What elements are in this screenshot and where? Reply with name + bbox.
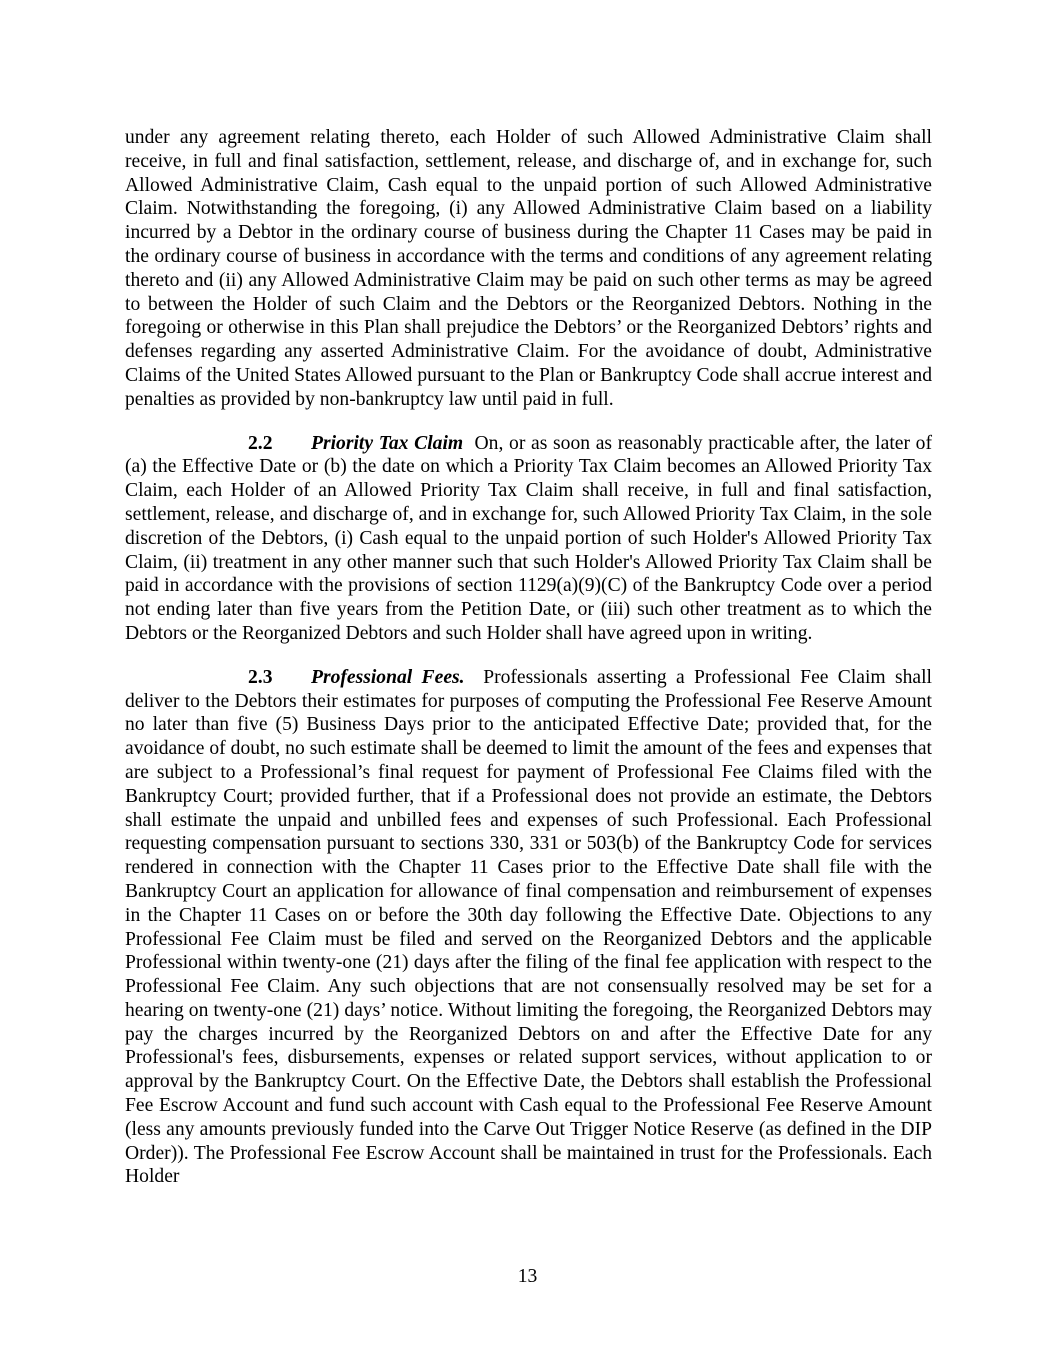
section-2-3-number: 2.3 (248, 666, 273, 688)
section-2-2-title: Priority Tax Claim (311, 432, 464, 454)
section-2-2-body: On, or as soon as reasonably practicable after, the later of (a) the Effective Date or (b) the date on which a Priority Tax Claim becomes an Allowed Priority Tax Claim, each Holder of an Allowed Priority Tax Claim shall receive, in full and final satisfaction, settlement, release, and discharge of, and in exchange for, such Allowed Priority Tax Claim, in the sole discretion of the Debtors, (i) Cash equal to the unpaid portion of such Holder's Allowed Priority Tax Claim, (ii) treatment in any other manner such that such Holder's Allowed Priority Tax Claim shall be paid in accordance with the provisions of section 1129(a)(9)(C) of the Bankruptcy Code over a period not ending later than five years from the Petition Date, or (iii) such other treatment as to which the Debtors or the Reorganized Debtors and such Holder shall have agreed upon in writing. (125, 432, 932, 644)
section-2-3-paragraph (125, 666, 932, 1190)
page-number: 13 (517, 1266, 538, 1287)
paragraph-administrative-claims-continuation: under any agreement relating thereto, each Holder of such Allowed Administrative Claim shall receive, in full and final satisfaction, settlement, release, and discharge of, and in exchange for, such Allowed Administrative Claim, Cash equal to the unpaid portion of such Allowed Administrative Claim. Notwithstanding the foregoing, (i) any Allowed Administrative Claim based on a liability incurred by a Debtor in the ordinary course of business during the Chapter 11 Cases may be paid in the ordinary course of business in accordance with the terms and conditions of any agreement relating thereto and (ii) any Allowed Administrative Claim may be paid on such other terms as may be agreed to between the Holder of such Claim and the Debtors or the Reorganized Debtors. Nothing in the foregoing or otherwise in this Plan shall prejudice the Debtors’ or the Reorganized Debtors’ rights and defenses regarding any asserted Administrative Claim. For the avoidance of doubt, Administrative Claims of the United States Allowed pursuant to the Plan or Bankruptcy Code shall accrue interest and penalties as provided by non-bankruptcy law until paid in full. (125, 127, 932, 410)
section-2-3-body: Professionals asserting a Professional Fee Claim shall deliver to the Debtors their estimates for purposes of computing the Professional Fee Reserve Amount no later than five (5) Business Days prior to the anticipated Effective Date; provided that, for the avoidance of doubt, no such estimate shall be deemed to limit the amount of the fees and expenses that are subject to a Professional’s final request for payment of Professional Fee Claims filed with the Bankruptcy Court; provided further, that if a Professional does not provide an estimate, the Debtors shall estimate the unpaid and unbilled fees and expenses of such Professional. Each Professional requesting compensation pursuant to sections 330, 331 or 503(b) of the Bankruptcy Code for services rendered in connection with the Chapter 11 Cases prior to the Effective Date shall file with the Bankruptcy Court an application for allowance of final compensation and reimbursement of expenses in the Chapter 11 Cases on or before the 30th day following the Effective Date. Objections to any Professional Fee Claim must be filed and served on the Reorganized Debtors and the applicable Professional within twenty-one (21) days after the filing of the final fee application with respect to the Professional Fee Claim. Any such objections that are not consensually resolved may be set for a hearing on twenty-one (21) days’ notice. Without limiting the foregoing, the Reorganized Debtors may pay the charges incurred by the Reorganized Debtors on and after the Effective Date for any Professional's fees, disbursements, expenses or related support services, without application to or approval by the Bankruptcy Court. On the Effective Date, the Debtors shall establish the Professional Fee Escrow Account and fund such account with Cash equal to the Professional Fee Reserve Amount (less any amounts previously funded into the Carve Out Trigger Notice Reserve (as defined in the DIP Order)). The Professional Fee Escrow Account shall be maintained in trust for the Professionals. Each Holder (125, 666, 932, 1188)
section-2-3-title: Professional Fees. (311, 666, 465, 688)
document-page (125, 126, 932, 1189)
section-2-2-paragraph (125, 432, 932, 646)
section-2-2-number: 2.2 (248, 432, 273, 454)
